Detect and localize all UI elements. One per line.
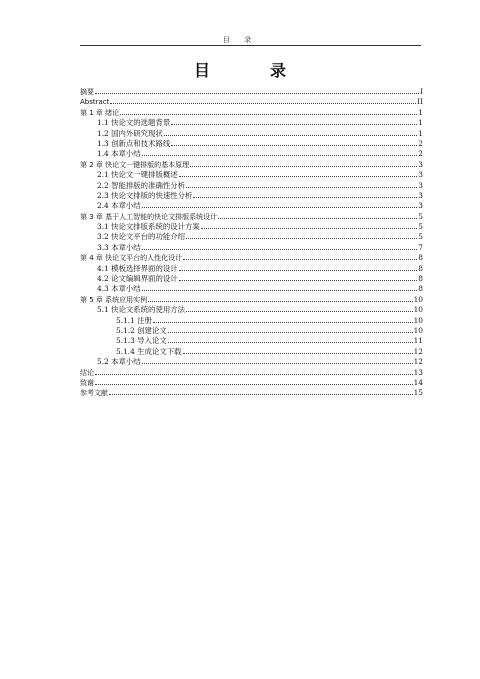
- toc-page-number: II: [417, 97, 423, 107]
- toc-leader-dots: [201, 222, 418, 229]
- toc-entry[interactable]: [80, 201, 423, 211]
- toc-page-number: 3: [418, 190, 423, 200]
- toc-entry[interactable]: [80, 118, 423, 128]
- toc-leader-dots: [183, 347, 413, 354]
- toc-entry-text: 第 5 章 系统应用实例: [80, 295, 148, 304]
- toc-entry-text: 3.3 本章小结: [97, 242, 141, 252]
- toc-leader-dots: [148, 295, 412, 302]
- toc-entry[interactable]: [80, 108, 423, 118]
- toc-leader-dots: [95, 368, 413, 375]
- toc-entry[interactable]: [80, 336, 423, 346]
- running-header: 目 录: [222, 36, 258, 44]
- toc-entry[interactable]: [80, 191, 423, 201]
- header-rule: [80, 45, 421, 46]
- toc-entry-text: 第 3 章 基于人工智能的快论文排版系统设计: [80, 212, 218, 221]
- table-of-contents: [80, 87, 423, 399]
- toc-page-number: 11: [413, 336, 423, 346]
- toc-page-number: 10: [413, 294, 423, 304]
- toc-leader-dots: [179, 264, 418, 271]
- toc-entry[interactable]: [80, 357, 423, 367]
- toc-entry[interactable]: [80, 160, 423, 170]
- toc-page-number: 8: [418, 284, 423, 294]
- toc-page-number: 5: [418, 211, 423, 221]
- toc-entry-text: Abstract: [80, 98, 110, 107]
- toc-page-number: 3: [418, 180, 423, 190]
- toc-page-number: 2: [418, 138, 423, 148]
- toc-entry-text: 5.1.4 生成论文下载: [116, 346, 182, 356]
- toc-entry-text: 4.3 本章小结: [97, 284, 141, 294]
- toc-entry[interactable]: [80, 347, 423, 357]
- toc-leader-dots: [193, 191, 417, 198]
- toc-entry-text: 2.2 智能排版的准确性分析: [97, 180, 186, 190]
- toc-leader-dots: [171, 139, 417, 146]
- toc-page-number: 10: [413, 305, 423, 315]
- toc-leader-dots: [171, 118, 417, 125]
- toc-entry[interactable]: [80, 305, 423, 315]
- toc-entry-text: 5.1.3 导入论文: [116, 336, 167, 346]
- toc-leader-dots: [95, 87, 419, 94]
- toc-page-number: 5: [418, 232, 423, 242]
- toc-leader-dots: [179, 274, 418, 281]
- toc-page-number: 3: [418, 201, 423, 211]
- toc-entry-text: 4.2 论文编辑界面的设计: [97, 274, 178, 284]
- toc-entry-text: 4.1 模板选择界面的设计: [97, 263, 178, 273]
- toc-entry[interactable]: [80, 232, 423, 242]
- toc-page-number: I: [420, 87, 423, 96]
- toc-entry-text: 5.1 快论文系统的使用方法: [97, 305, 186, 315]
- toc-entry-text: 第 1 章 绪论: [80, 108, 120, 117]
- toc-entry-text: 3.1 快论文排版系统的设计方案: [97, 222, 200, 232]
- toc-leader-dots: [183, 253, 417, 260]
- toc-entry[interactable]: [80, 87, 423, 97]
- toc-entry[interactable]: [80, 316, 423, 326]
- toc-page-number: 15: [413, 388, 423, 398]
- toc-entry-text: 1.2 国内外研究现状: [97, 128, 163, 138]
- toc-entry-text: 2.1 快论文一键排版概述: [97, 170, 178, 180]
- toc-leader-dots: [218, 212, 417, 219]
- toc-page-number: 2: [418, 149, 423, 159]
- toc-entry[interactable]: [80, 378, 423, 388]
- toc-page-number: 12: [413, 357, 423, 367]
- toc-entry[interactable]: [80, 212, 423, 222]
- toc-entry[interactable]: [80, 243, 423, 253]
- toc-entry[interactable]: [80, 222, 423, 232]
- toc-entry[interactable]: [80, 181, 423, 191]
- toc-leader-dots: [142, 284, 418, 291]
- toc-entry[interactable]: [80, 284, 423, 294]
- toc-leader-dots: [142, 357, 413, 364]
- toc-leader-dots: [142, 201, 418, 208]
- toc-leader-dots: [164, 129, 417, 136]
- toc-page-number: 14: [413, 377, 423, 387]
- toc-leader-dots: [142, 243, 418, 250]
- toc-entry[interactable]: [80, 274, 423, 284]
- toc-entry[interactable]: [80, 97, 423, 107]
- toc-entry-text: 致谢: [80, 378, 94, 387]
- toc-entry-text: 5.2 本章小结: [97, 357, 141, 367]
- toc-page-number: 1: [418, 128, 423, 138]
- toc-leader-dots: [179, 170, 418, 177]
- toc-entry[interactable]: [80, 264, 423, 274]
- toc-leader-dots: [142, 149, 418, 156]
- toc-page-number: 1: [418, 118, 423, 128]
- toc-leader-dots: [110, 97, 416, 104]
- toc-page-number: 5: [418, 222, 423, 232]
- toc-entry-text: 3.2 快论文平台的功能介绍: [97, 232, 186, 242]
- toc-leader-dots: [186, 305, 413, 312]
- toc-title: 目 录: [193, 61, 308, 80]
- toc-leader-dots: [109, 388, 413, 395]
- toc-entry[interactable]: [80, 326, 423, 336]
- toc-entry[interactable]: [80, 170, 423, 180]
- toc-entry[interactable]: [80, 149, 423, 159]
- toc-page-number: 12: [413, 346, 423, 356]
- toc-entry[interactable]: [80, 388, 423, 398]
- toc-page-number: 13: [413, 367, 423, 377]
- toc-entry-text: 5.1.2 创建论文: [116, 325, 167, 335]
- toc-entry[interactable]: [80, 295, 423, 305]
- toc-leader-dots: [168, 336, 413, 343]
- toc-leader-dots: [186, 232, 417, 239]
- toc-entry-text: 参考文献: [80, 389, 108, 398]
- toc-page-number: 8: [418, 263, 423, 273]
- toc-leader-dots: [190, 160, 417, 167]
- toc-page-number: 8: [418, 274, 423, 284]
- toc-entry-text: 摘要: [80, 88, 94, 96]
- toc-entry-text: 1.4 本章小结: [97, 149, 141, 159]
- toc-entry[interactable]: [80, 129, 423, 139]
- toc-entry-text: 第 4 章 快论文平台的人性化设计: [80, 254, 183, 263]
- toc-leader-dots: [95, 378, 413, 385]
- toc-entry-text: 2.4 本章小结: [97, 201, 141, 211]
- toc-entry[interactable]: [80, 253, 423, 263]
- toc-leader-dots: [168, 326, 413, 333]
- toc-leader-dots: [120, 108, 417, 115]
- toc-leader-dots: [153, 316, 413, 323]
- toc-page-number: 10: [413, 325, 423, 335]
- toc-leader-dots: [186, 181, 417, 188]
- toc-entry-text: 2.3 快论文排版的快速性分析: [97, 190, 193, 200]
- toc-entry-text: 5.1.1 注册: [116, 315, 152, 325]
- toc-page-number: 3: [418, 170, 423, 180]
- toc-entry[interactable]: [80, 139, 423, 149]
- toc-entry-text: 1.3 创新点和技术路线: [97, 138, 171, 148]
- toc-page-number: 10: [413, 315, 423, 325]
- toc-page-number: 3: [418, 159, 423, 169]
- toc-entry[interactable]: [80, 368, 423, 378]
- toc-page-number: 7: [418, 242, 423, 252]
- toc-page-number: 1: [418, 107, 423, 117]
- toc-page-number: 8: [418, 253, 423, 263]
- toc-entry-text: 1.1 快论文的选题背景: [97, 118, 171, 128]
- toc-entry-text: 结论: [80, 368, 94, 377]
- toc-entry-text: 第 2 章 快论文一键排版的基本原理: [80, 160, 190, 169]
